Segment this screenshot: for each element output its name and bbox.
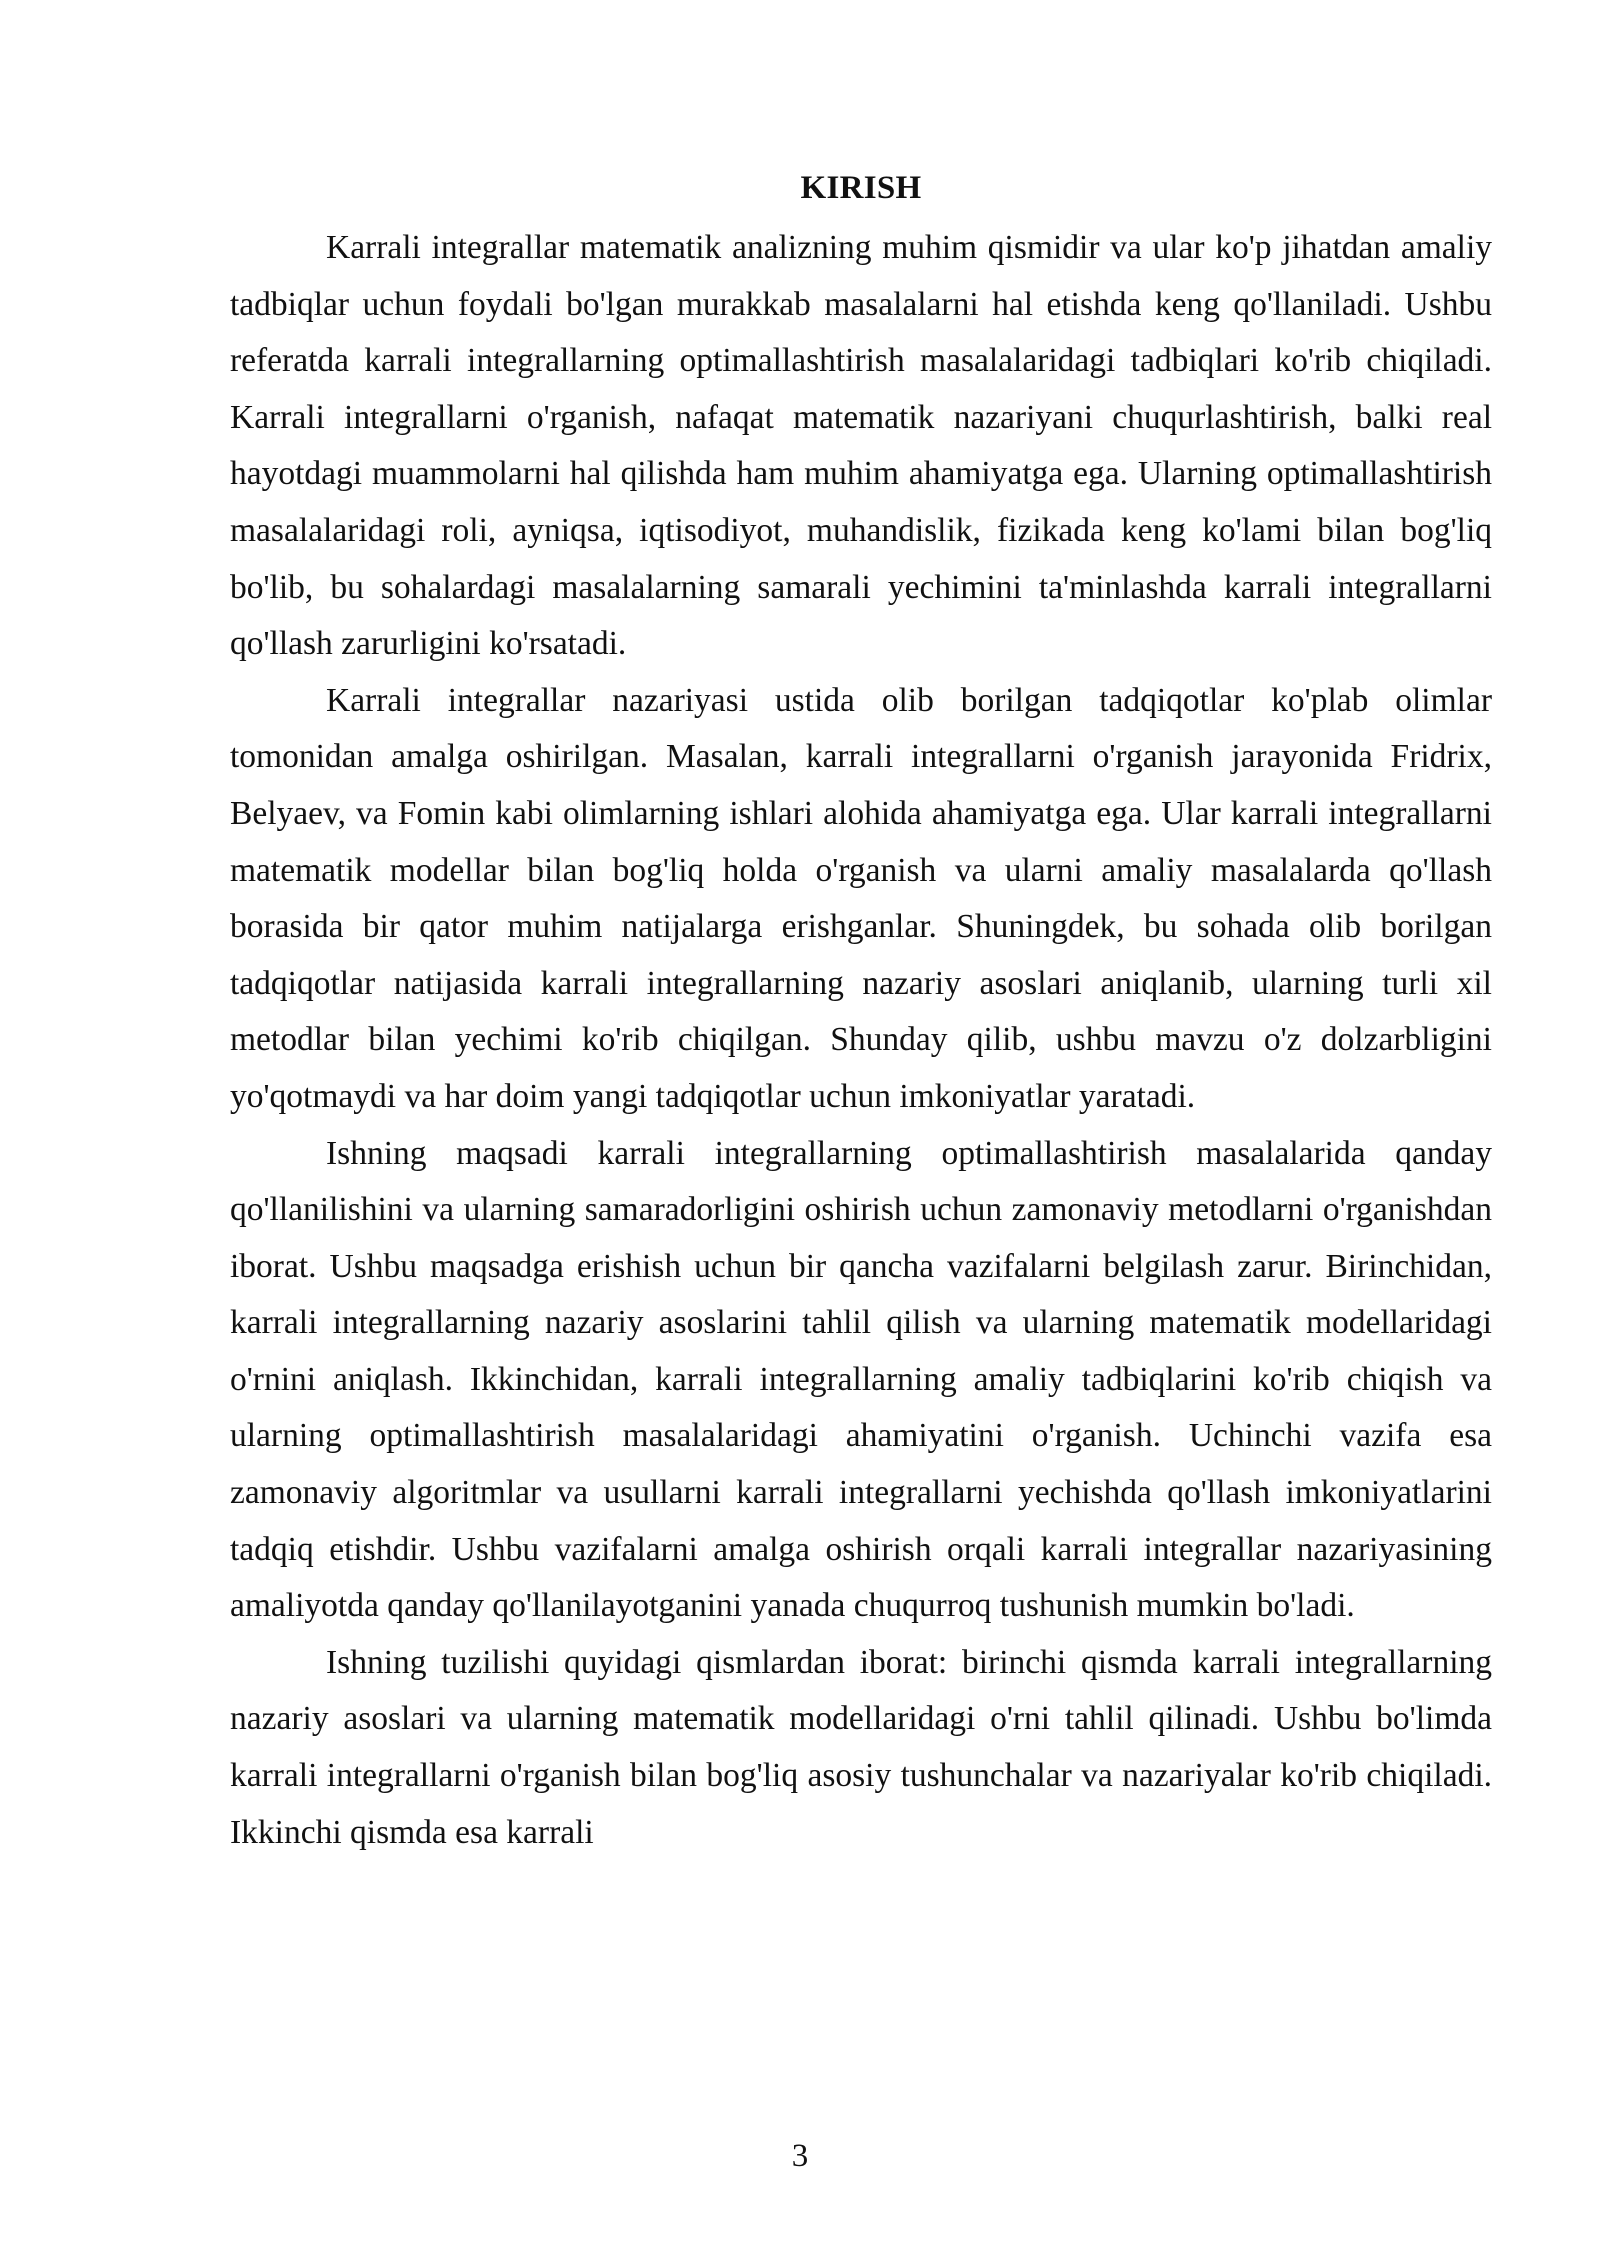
paragraph-4: Ishning tuzilishi quyidagi qismlardan iborat: birinchi qismda karrali integrallarning nazariy asoslari va ularning matematik modellaridagi o'rni tahlil qilinadi. Ushbu bo'limda karrali integrallarni o'rganish bilan bog'liq asosiy tushunchalar va nazariyalar ko'rib chiqiladi. Ikkinchi qismda esa karrali (230, 1643, 1492, 1851)
paragraph-3: Ishning maqsadi karrali integrallarning optimallashtirish masalalarida qanday qo'llanilishini va ularning samaradorligini oshirish uchun zamonaviy metodlarni o'rganishdan iborat. Ushbu maqsadga erishish uchun bir qancha vazifalarni belgilash zarur. Birinchidan, karrali integrallarning nazariy asoslarini tahlil qilish va ularning matematik modellaridagi o'rnini aniqlash. Ikkinchidan, karrali integrallarning amaliy tadbiqlarini ko'rib chiqish va ularning optimallashtirish masalalaridagi ahamiyatini o'rganish. Uchinchi vazifa esa zamonaviy algoritmlar va usullarni karrali integrallarni yechishda qo'llash imkoniyatlarini tadqiq etishdir. Ushbu vazifalarni amalga oshirish orqali karrali integrallar nazariyasining amaliyotda qanday qo'llanilayotganini yanada chuqurroq tushunish mumkin bo'ladi. (230, 1134, 1492, 1625)
page-title: KIRISH (800, 170, 922, 206)
page-number: 3 (791, 2138, 809, 2174)
paragraph-2: Karrali integrallar nazariyasi ustida olib borilgan tadqiqotlar ko'plab olimlar tomonidan amalga oshirilgan. Masalan, karrali integrallarni o'rganish jarayonida Fridrix, Belyaev, va Fomin kabi olimlarning ishlari alohida ahamiyatga ega. Ular karrali integrallarni matematik modellar bilan bog'liq holda o'rganish va ularni amaliy masalalarda qo'llash borasida bir qator muhim natijalarga erishganlar. Shuningdek, bu sohada olib borilgan tadqiqotlar natijasida karrali integrallarning nazariy asoslari aniqlanib, ularning turli xil metodlar bilan yechimi ko'rib chiqilgan. Shunday qilib, ushbu mavzu o'z dolzarbligini yo'qotmaydi va har doim yangi tadqiqotlar uchun imkoniyatlar yaratadi. (230, 681, 1492, 1115)
paragraph-1: Karrali integrallar matematik analizning muhim qismidir va ular ko'p jihatdan amaliy tadbiqlar uchun foydali bo'lgan murakkab masalalarni hal etishda keng qo'llaniladi. Ushbu referatda karrali integrallarning optimallashtirish masalalaridagi tadbiqlari ko'rib chiqiladi. Karrali integrallarni o'rganish, nafaqat matematik nazariyani chuqurlashtirish, balki real hayotdagi muammolarni hal qilishda ham muhim ahamiyatga ega. Ularning optimallashtirish masalalaridagi roli, ayniqsa, iqtisodiyot, muhandislik, fizikada keng ko'lami bilan bog'liq bo'lib, bu sohalardagi masalalarning samarali yechimini ta'minlashda karrali integrallarni qo'llash zarurligini ko'rsatadi. (230, 229, 1492, 663)
page-body (230, 160, 1492, 1861)
